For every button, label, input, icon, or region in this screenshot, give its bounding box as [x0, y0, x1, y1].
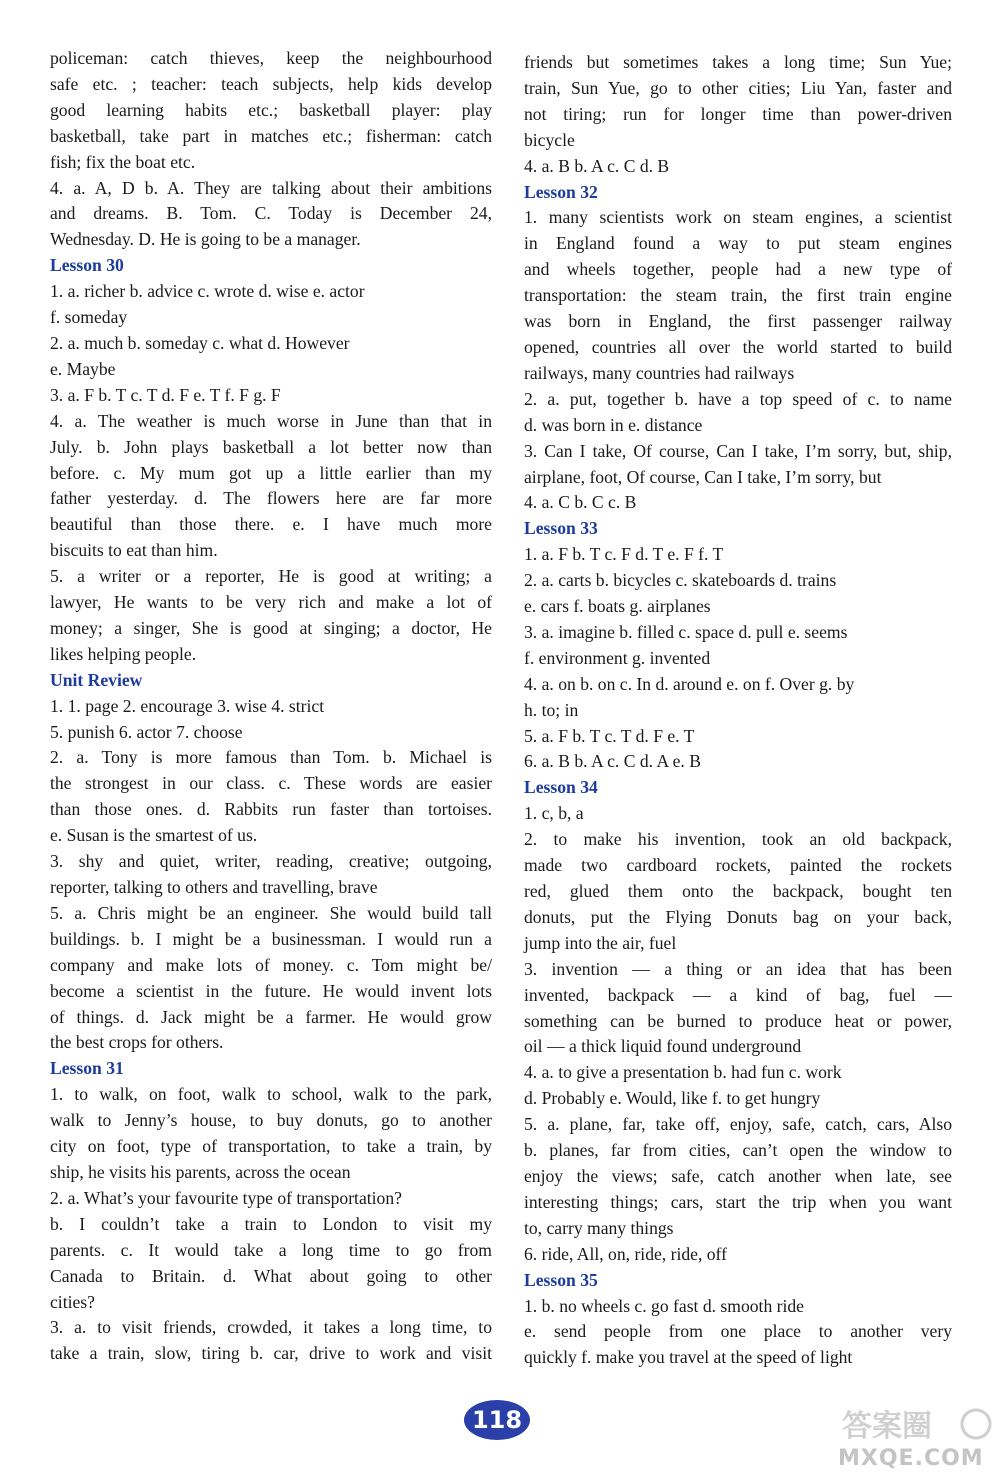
watermark-logo-icon — [836, 1404, 992, 1444]
answer-line: 2. a. carts b. bicycles c. skateboards d. trains — [524, 570, 837, 591]
answer-line: 3. shy and quiet, writer, reading, creative; outgoing, — [50, 851, 492, 872]
answer-line: in England found a way to put steam engines — [524, 233, 952, 254]
answer-line: invented, backpack — a kind of bag, fuel — — [524, 984, 952, 1005]
answer-line: July. b. John plays basketball a lot better now than — [50, 436, 492, 457]
answer-line: policeman: catch thieves, keep the neighbourhood — [50, 48, 492, 68]
answer-line: made two cardboard rockets, painted the rockets — [524, 855, 952, 876]
answer-line: b. I couldn’t take a train to London to visit my — [50, 1213, 492, 1234]
watermark — [836, 1404, 992, 1474]
answer-line: likes helping people. — [50, 643, 197, 664]
answer-line: 4. a. to give a presentation b. had fun c. work — [524, 1062, 842, 1083]
answer-line: b. planes, far from cities, can’t open the window to — [524, 1140, 952, 1161]
answer-line: beautiful than those there. e. I have much more — [50, 514, 492, 535]
answer-line: 6. a. B b. A c. C d. A e. B — [524, 751, 701, 772]
answer-line: oil — a thick liquid found underground — [524, 1036, 802, 1057]
answer-line: fish; fix the boat etc. — [50, 151, 196, 172]
answer-line: f. environment g. invented — [524, 647, 711, 668]
answer-line: to, carry many things — [524, 1217, 674, 1238]
section-heading: Lesson 35 — [524, 1269, 598, 1290]
answer-line: and wheels together, people had a new type of — [524, 259, 952, 280]
answer-line: cities? — [50, 1291, 95, 1312]
answer-line: f. someday — [50, 307, 128, 328]
answer-line: 2. to make his invention, took an old backpack, — [524, 829, 952, 850]
answer-line: was born in England, the first passenger railway — [524, 311, 952, 332]
answer-line: airplane, foot, Of course, Can I take, I’m sorry, but — [524, 466, 882, 487]
answer-line: father yesterday. d. The flowers here are far more — [50, 488, 492, 509]
answer-line: 2. a. Tony is more famous than Tom. b. Michael is — [50, 747, 492, 768]
answer-line: of things. d. Jack might be a farmer. He would grow — [50, 1006, 492, 1027]
answer-line: 1. to walk, on foot, walk to school, walk to the park, — [50, 1084, 492, 1105]
answer-line: safe etc. ; teacher: teach subjects, help kids develop — [50, 73, 492, 94]
answer-line: red, glued them onto the backpack, bought ten — [524, 881, 952, 901]
answer-line: friends but sometimes takes a long time; Sun Yue; — [524, 52, 952, 72]
answer-line: h. to; in — [524, 699, 579, 720]
answer-line: take a train, slow, tiring b. car, drive to work and visit — [50, 1343, 492, 1364]
answer-line: 1. a. F b. T c. F d. T e. F f. T — [524, 544, 724, 565]
answer-line: 1. many scientists work on steam engines, a scientist — [524, 207, 952, 228]
page-number: 118 — [471, 1406, 523, 1434]
answer-line: 4. a. A, D b. A. They are talking about their ambitions — [50, 177, 492, 198]
answer-line: 2. a. much b. someday c. what d. However — [50, 332, 350, 353]
answer-line: 5. a writer or a reporter, He is good at writing; a — [50, 566, 492, 587]
answer-line: 4. a. B b. A c. C d. B — [524, 155, 670, 176]
answer-line: quickly f. make you travel at the speed of light — [524, 1347, 853, 1368]
answer-line: e. Maybe — [50, 358, 116, 379]
answer-line: d. was born in e. distance — [524, 414, 703, 435]
answer-line: lawyer, He wants to be very rich and make a lot of — [50, 592, 492, 613]
answer-line: e. Susan is the smartest of us. — [50, 825, 258, 846]
answer-line: d. Probably e. Would, like f. to get hungry — [524, 1088, 821, 1109]
answer-line: and dreams. B. Tom. C. Today is December 24, — [50, 203, 492, 224]
answer-line: 2. a. put, together b. have a top speed of c. to name — [524, 388, 952, 409]
right-column — [524, 50, 952, 1371]
answer-line: 3. invention — a thing or an idea that has been — [524, 958, 952, 979]
answer-line: 1. b. no wheels c. go fast d. smooth ride — [524, 1295, 804, 1316]
answer-line: 3. a. to visit friends, crowded, it takes a long time, to — [50, 1317, 492, 1338]
answer-line: 4. a. The weather is much worse in June than that in — [50, 410, 492, 431]
answer-line: train, Sun Yue, go to other cities; Liu Yan, faster and — [524, 77, 952, 98]
answer-line: 2. a. What’s your favourite type of transportation? — [50, 1187, 402, 1208]
answer-line: not tiring; run for longer time than power-driven — [524, 103, 952, 124]
answer-line: city on foot, type of transportation, to take a train, by — [50, 1136, 492, 1157]
answer-line: transportation: the steam train, the first train engine — [524, 285, 952, 306]
answer-line: good learning habits etc.; basketball player: play — [50, 99, 492, 120]
answer-line: railways, many countries had railways — [524, 362, 795, 383]
svg-text:答案圈: 答案圈 — [842, 1409, 932, 1444]
answer-line: than those ones. d. Rabbits run faster than tortoises. — [50, 799, 492, 820]
answer-line: 5. a. Chris might be an engineer. She would build tall — [50, 902, 492, 923]
answer-line: opened, countries all over the world started to build — [524, 336, 952, 357]
section-heading: Unit Review — [50, 669, 143, 690]
answer-line: before. c. My mum got up a little earlier than my — [50, 462, 492, 483]
answer-line: walk to Jenny’s house, to buy donuts, go to another — [50, 1110, 492, 1131]
page-number-badge — [464, 1400, 530, 1440]
answer-line: Wednesday. D. He is going to be a manager. — [50, 229, 361, 250]
answer-line: 5. a. plane, far, take off, enjoy, safe, catch, cars, Also — [524, 1114, 952, 1135]
section-heading: Lesson 30 — [50, 255, 124, 276]
answer-line: something can be burned to produce heat or power, — [524, 1010, 952, 1031]
section-heading: Lesson 34 — [524, 777, 598, 798]
answer-line: 4. a. on b. on c. In d. around e. on f. Over g. by — [524, 673, 855, 694]
answer-line: 1. a. richer b. advice c. wrote d. wise e. actor — [50, 281, 365, 302]
answer-line: 6. ride, All, on, ride, ride, off — [524, 1243, 727, 1264]
answer-line: e. cars f. boats g. airplanes — [524, 596, 711, 617]
answer-line: donuts, put the Flying Donuts bag on your back, — [524, 906, 952, 927]
answer-line: money; a singer, She is good at singing; a doctor, He — [50, 617, 492, 638]
watermark-url: MXQE.COM — [838, 1446, 984, 1471]
answer-line: Canada to Britain. d. What about going to other — [50, 1265, 492, 1286]
answer-line: bicycle — [524, 129, 575, 150]
answer-line: jump into the air, fuel — [524, 932, 677, 953]
answer-line: buildings. b. I might be a businessman. I would run a — [50, 928, 492, 949]
answer-line: enjoy the views; safe, catch another when late, see — [524, 1165, 952, 1186]
answer-line: 1. 1. page 2. encourage 3. wise 4. strict — [50, 695, 325, 716]
answer-line: 5. a. F b. T c. T d. F e. T — [524, 725, 695, 746]
answer-line: reporter, talking to others and travelling, brave — [50, 877, 378, 897]
answer-line: company and make lots of money. c. Tom might be/ — [50, 954, 492, 975]
answer-line: e. send people from one place to another very — [524, 1321, 952, 1342]
answer-line: 5. punish 6. actor 7. choose — [50, 721, 243, 742]
section-heading: Lesson 33 — [524, 518, 598, 539]
section-heading: Lesson 31 — [50, 1058, 124, 1079]
section-heading: Lesson 32 — [524, 181, 598, 202]
left-column — [50, 46, 492, 1367]
answer-line: basketball, take part in matches etc.; fisherman: catch — [50, 125, 492, 146]
answer-line: 3. a. F b. T c. T d. F e. T f. F g. F — [50, 384, 281, 405]
answer-line: 3. Can I take, Of course, Can I take, I’m sorry, but, ship, — [524, 440, 952, 461]
answer-line: parents. c. It would take a long time to go from — [50, 1239, 492, 1260]
answer-line: biscuits to eat than him. — [50, 540, 218, 561]
answer-line: ship, he visits his parents, across the ocean — [50, 1161, 351, 1182]
answer-line: the best crops for others. — [50, 1032, 224, 1053]
answer-line: the strongest in our class. c. These words are easier — [50, 773, 492, 794]
answer-line: 4. a. C b. C c. B — [524, 492, 637, 513]
answer-line: 1. c, b, a — [524, 803, 584, 824]
answer-line: become a scientist in the future. He would invent lots — [50, 980, 492, 1001]
answer-line: interesting things; cars, start the trip when you want — [524, 1191, 952, 1212]
answer-line: 3. a. imagine b. filled c. space d. pull e. seems — [524, 621, 848, 642]
